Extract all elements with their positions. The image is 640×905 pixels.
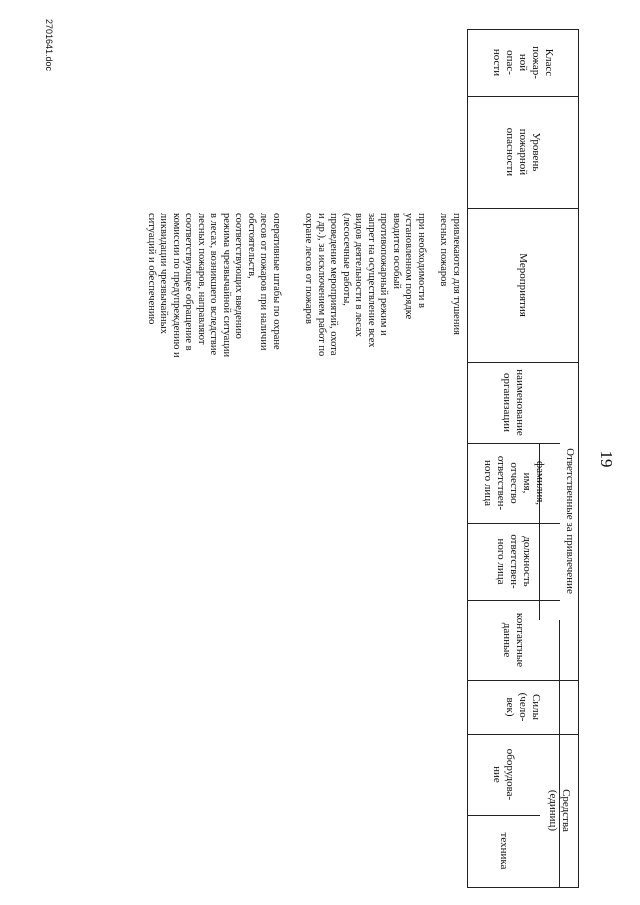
measure-item: оперативные штабы по охране лесов от пожаров при наличии обстоятельств, соответствующих введению режима чрезвычайной ситуации в лесах, возникшего вследствие лесных пожаров, направляют соответствующее обращение в комиссии по предупреждению и ликвидации чрезвычайных ситуаций и обеспечению <box>146 213 282 358</box>
page-number: 19 <box>597 450 616 468</box>
header-position: должность ответствен- ного лица <box>495 534 533 589</box>
measures-column <box>135 213 463 359</box>
header-means-group: Средства (единиц) <box>547 789 573 832</box>
header-org: наименование организации <box>501 369 527 436</box>
header-level: Уровень пожарной опасности <box>504 127 543 177</box>
header-equipment: оборудова- ние <box>491 748 517 801</box>
header-fio: фамилия, имя, отчество ответствен- ного лица <box>482 455 546 511</box>
col-divider-right-edge <box>467 887 579 888</box>
header-class: Класс пожар- ной опас- ности <box>491 46 556 79</box>
header-forces: Силы (чело- век) <box>504 692 543 722</box>
document-page <box>15 15 620 900</box>
header-measures: Мероприятия <box>517 253 530 317</box>
footer-doc-code: 2701641.doc <box>44 19 54 72</box>
header-responsible-group: Ответственные за привлечение <box>564 448 576 594</box>
measure-item: привлекаются для тушения лесных пожаров <box>438 213 462 335</box>
header-machinery: техника <box>498 832 510 870</box>
header-contacts: контактные данные <box>501 612 527 668</box>
measure-item: при необходимости в установленном порядке вводится особый противопожарный режим и запрет на осуществление всех видов деятельности в лесах (лесосечные работы, проведение мероприятий, охота и др.), за исключением работ по охране лесов от пожаров <box>303 213 427 357</box>
